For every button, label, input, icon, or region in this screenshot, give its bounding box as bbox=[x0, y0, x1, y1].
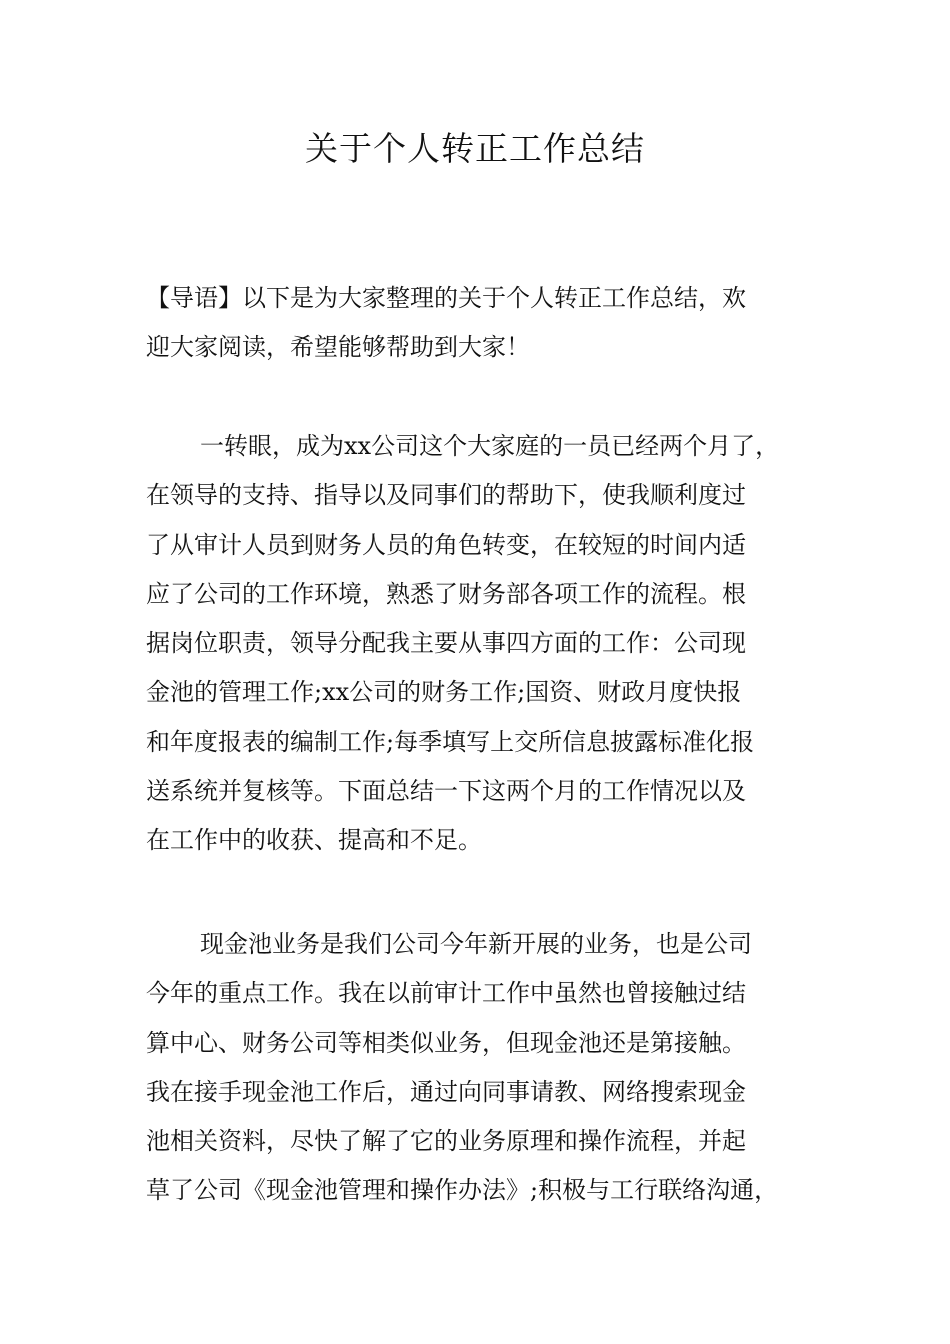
text-line: 和年度报表的编制工作;每季填写上交所信息披露标准化报 bbox=[146, 727, 755, 756]
text-line: 一转眼，成为xx公司这个大家庭的一员已经两个月了， bbox=[200, 432, 780, 460]
text-line: 我在接手现金池工作后，通过向同事请教、网络搜索现金 bbox=[146, 1077, 746, 1106]
text-line: 算中心、财务公司等相类似业务，但现金池还是第接触。 bbox=[146, 1028, 746, 1057]
intro-paragraph bbox=[146, 274, 826, 373]
text-line: 在工作中的收获、提高和不足。 bbox=[146, 826, 482, 855]
text-line: 据岗位职责，领导分配我主要从事四方面的工作：公司现 bbox=[146, 629, 746, 658]
text-line: 池相关资料，尽快了解了它的业务原理和操作流程，并起 bbox=[146, 1127, 746, 1156]
body-paragraph-2 bbox=[146, 920, 826, 1216]
text-line: 草了公司《现金池管理和操作办法》;积极与工行联络沟通， bbox=[146, 1176, 779, 1205]
text-line: 迎大家阅读，希望能够帮助到大家！ bbox=[146, 333, 530, 362]
text-line: 现金池业务是我们公司今年新开展的业务，也是公司 bbox=[200, 930, 752, 958]
document-title: 关于个人转正工作总结 bbox=[305, 129, 645, 168]
body-paragraph-1 bbox=[146, 422, 826, 866]
text-line: 应了公司的工作环境，熟悉了财务部各项工作的流程。根 bbox=[146, 579, 746, 608]
text-line: 送系统并复核等。下面总结一下这两个月的工作情况以及 bbox=[146, 777, 746, 806]
text-line: 了从审计人员到财务人员的角色转变，在较短的时间内适 bbox=[146, 530, 746, 559]
text-line: 【导语】以下是为大家整理的关于个人转正工作总结，欢 bbox=[146, 284, 746, 312]
text-line: 在领导的支持、指导以及同事们的帮助下，使我顺利度过 bbox=[146, 481, 746, 510]
text-line: 金池的管理工作;xx公司的财务工作;国资、财政月度快报 bbox=[146, 678, 742, 707]
text-line: 今年的重点工作。我在以前审计工作中虽然也曾接触过结 bbox=[146, 979, 746, 1008]
